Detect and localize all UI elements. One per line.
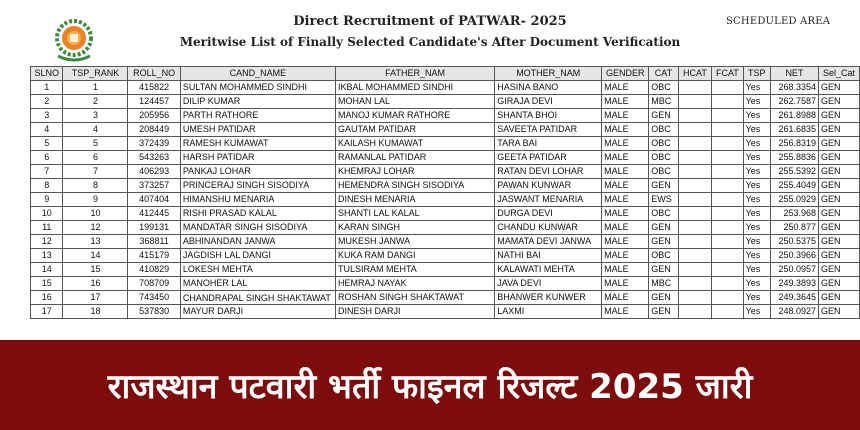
table-row [31,95,860,109]
cell-sel-cat: GEN [819,221,860,235]
cell-mother-name: JAVA DEVI [495,277,602,291]
cell-roll-no: 708709 [128,277,180,291]
cell-roll-no: 537830 [128,305,180,319]
cell-roll-no: 373257 [128,179,180,193]
cell-cat: GEN [649,263,678,277]
cell-cand-name: MANOHER LAL [180,277,335,291]
cell-cat: OBC [649,123,678,137]
cell-slno: 14 [31,263,63,277]
cell-father-name: TULSIRAM MEHTA [335,263,494,277]
cell-cand-name: MANDATAR SINGH SISODIYA [180,221,335,235]
cell-slno: 6 [31,151,63,165]
cell-cand-name: RISHI PRASAD KALAL [180,207,335,221]
cell-slno: 17 [31,305,63,319]
cell-cat: GEN [649,179,678,193]
cell-cat: OBC [649,81,678,95]
cell-hcat [678,235,712,249]
cell-fcat [712,193,743,207]
cell-slno: 13 [31,249,63,263]
cell-cand-name: PARTH RATHORE [180,109,335,123]
cell-roll-no: 415822 [128,81,180,95]
table-row [31,249,860,263]
column-header-mother-name: MOTHER_NAM [495,67,602,81]
cell-sel-cat: GEN [819,165,860,179]
table-row [31,235,860,249]
cell-net: 255.5392 [770,165,818,179]
cell-slno: 2 [31,95,63,109]
cell-net: 250.0957 [770,263,818,277]
cell-tsp: Yes [743,179,770,193]
cell-tsp-rank: 9 [63,193,128,207]
cell-cat: GEN [649,291,678,305]
cell-tsp: Yes [743,81,770,95]
cell-cat: OBC [649,137,678,151]
cell-tsp-rank: 5 [63,137,128,151]
cell-tsp: Yes [743,249,770,263]
cell-cand-name: MAYUR DARJI [180,305,335,319]
cell-hcat [678,165,712,179]
cell-roll-no: 407404 [128,193,180,207]
cell-net: 262.7587 [770,95,818,109]
cell-fcat [712,137,743,151]
cell-hcat [678,305,712,319]
cell-fcat [712,277,743,291]
area-label: SCHEDULED AREA [726,16,831,27]
cell-slno: 9 [31,193,63,207]
cell-tsp-rank: 13 [63,235,128,249]
cell-tsp: Yes [743,123,770,137]
cell-slno: 11 [31,221,63,235]
cell-sel-cat: GEN [819,179,860,193]
cell-father-name: HEMENDRA SINGH SISODIYA [335,179,494,193]
cell-roll-no: 124457 [128,95,180,109]
table-row [31,193,860,207]
cell-fcat [712,95,743,109]
cell-hcat [678,179,712,193]
table-row [31,109,860,123]
cell-tsp-rank: 18 [63,305,128,319]
cell-tsp: Yes [743,207,770,221]
cell-gender: MALE [602,263,649,277]
cell-slno: 10 [31,207,63,221]
cell-cand-name: HARSH PATIDAR [180,151,335,165]
cell-fcat [712,123,743,137]
cell-net: 255.4049 [770,179,818,193]
cell-cand-name: SULTAN MOHAMMED SINDHI [180,81,335,95]
cell-tsp: Yes [743,109,770,123]
cell-tsp: Yes [743,263,770,277]
cell-gender: MALE [602,291,649,305]
cell-sel-cat: GEN [819,291,860,305]
cell-father-name: RAMANLAL PATIDAR [335,151,494,165]
table-row [31,277,860,291]
cell-tsp: Yes [743,165,770,179]
column-header-cand-name: CAND_NAME [180,67,335,81]
table-row [31,305,860,319]
cell-net: 261.6835 [770,123,818,137]
cell-father-name: KARAN SINGH [335,221,494,235]
cell-cand-name: ABHINANDAN JANWA [180,235,335,249]
cell-tsp: Yes [743,235,770,249]
cell-net: 250.3966 [770,249,818,263]
cell-tsp: Yes [743,277,770,291]
cell-father-name: KUKA RAM DANGI [335,249,494,263]
table-row [31,291,860,305]
column-header-net: NET [770,67,818,81]
table-row [31,151,860,165]
cell-mother-name: GIRAJA DEVI [495,95,602,109]
cell-net: 249.3645 [770,291,818,305]
cell-tsp-rank: 6 [63,151,128,165]
cell-sel-cat: GEN [819,193,860,207]
cell-gender: MALE [602,151,649,165]
cell-fcat [712,235,743,249]
table-row [31,221,860,235]
cell-cat: GEN [649,235,678,249]
cell-slno: 7 [31,165,63,179]
table-row [31,165,860,179]
cell-gender: MALE [602,193,649,207]
cell-tsp-rank: 17 [63,291,128,305]
table-row [31,137,860,151]
document-title: Direct Recruitment of PATWAR- 2025 [293,14,567,29]
cell-cand-name: RAMESH KUMAWAT [180,137,335,151]
cell-net: 261.8988 [770,109,818,123]
column-header-gender: GENDER [602,67,649,81]
cell-net: 248.0927 [770,305,818,319]
cell-sel-cat: GEN [819,263,860,277]
cell-fcat [712,207,743,221]
cell-father-name: KHEMRAJ LOHAR [335,165,494,179]
cell-gender: MALE [602,235,649,249]
cell-gender: MALE [602,137,649,151]
cell-tsp-rank: 16 [63,277,128,291]
cell-hcat [678,277,712,291]
cell-net: 249.3893 [770,277,818,291]
cell-tsp: Yes [743,305,770,319]
cell-fcat [712,109,743,123]
cell-mother-name: TARA BAI [495,137,602,151]
cell-gender: MALE [602,249,649,263]
cell-cat: OBC [649,165,678,179]
cell-slno: 16 [31,291,63,305]
cell-hcat [678,109,712,123]
cell-roll-no: 208449 [128,123,180,137]
cell-slno: 4 [31,123,63,137]
cell-roll-no: 743450 [128,291,180,305]
cell-hcat [678,151,712,165]
column-header-tsp-rank: TSP_RANK [63,67,128,81]
column-header-cat: CAT [649,67,678,81]
cell-hcat [678,193,712,207]
cell-tsp: Yes [743,137,770,151]
cell-mother-name: JASWANT MENARIA [495,193,602,207]
cell-slno: 8 [31,179,63,193]
cell-tsp: Yes [743,95,770,109]
cell-tsp: Yes [743,151,770,165]
result-banner [0,340,860,430]
cell-hcat [678,249,712,263]
cell-father-name: HEMRAJ NAYAK [335,277,494,291]
cell-tsp-rank: 4 [63,123,128,137]
merit-list-table-container [30,66,860,340]
cell-fcat [712,81,743,95]
cell-gender: MALE [602,277,649,291]
cell-sel-cat: GEN [819,235,860,249]
cell-mother-name: PAWAN KUNWAR [495,179,602,193]
banner-headline: राजस्थान पटवारी भर्ती फाइनल रिजल्ट 2025 जारी [107,367,753,407]
table-row [31,207,860,221]
cell-fcat [712,221,743,235]
cell-father-name: ROSHAN SINGH SHAKTAWAT [335,291,494,305]
cell-sel-cat: GEN [819,95,860,109]
cell-slno: 15 [31,277,63,291]
cell-cat: OBC [649,207,678,221]
cell-hcat [678,291,712,305]
cell-hcat [678,123,712,137]
cell-cand-name: PRINCERAJ SINGH SISODIYA [180,179,335,193]
cell-net: 250.877 [770,221,818,235]
cell-mother-name: LAXMI [495,305,602,319]
cell-mother-name: MAMATA DEVI JANWA [495,235,602,249]
cell-father-name: MOHAN LAL [335,95,494,109]
cell-gender: MALE [602,81,649,95]
cell-net: 255.8836 [770,151,818,165]
cell-mother-name: GEETA PATIDAR [495,151,602,165]
cell-fcat [712,249,743,263]
cell-tsp: Yes [743,193,770,207]
cell-father-name: DINESH MENARIA [335,193,494,207]
cell-mother-name: DURGA DEVI [495,207,602,221]
cell-father-name: IKBAL MOHAMMED SINDHI [335,81,494,95]
cell-tsp-rank: 12 [63,221,128,235]
cell-tsp: Yes [743,291,770,305]
cell-cat: MBC [649,277,678,291]
cell-tsp-rank: 1 [63,81,128,95]
cell-hcat [678,137,712,151]
column-header-sel-cat: Sel_Cat [819,67,860,81]
cell-tsp-rank: 3 [63,109,128,123]
cell-fcat [712,263,743,277]
cell-net: 253.968 [770,207,818,221]
cell-cat: EWS [649,193,678,207]
cell-cand-name: UMESH PATIDAR [180,123,335,137]
cell-tsp-rank: 10 [63,207,128,221]
cell-roll-no: 372439 [128,137,180,151]
cell-roll-no: 205956 [128,109,180,123]
cell-cat: MBC [649,95,678,109]
cell-fcat [712,151,743,165]
cell-sel-cat: GEN [819,249,860,263]
cell-tsp-rank: 7 [63,165,128,179]
cell-sel-cat: GEN [819,109,860,123]
cell-mother-name: BHANWER KUNWER [495,291,602,305]
cell-net: 256.8319 [770,137,818,151]
cell-mother-name: RATAN DEVI LOHAR [495,165,602,179]
cell-fcat [712,165,743,179]
cell-sel-cat: GEN [819,277,860,291]
table-row [31,179,860,193]
cell-mother-name: KALAWATI MEHTA [495,263,602,277]
cell-sel-cat: GEN [819,81,860,95]
cell-slno: 1 [31,81,63,95]
cell-father-name: MUKESH JANWA [335,235,494,249]
cell-mother-name: CHANDU KUNWAR [495,221,602,235]
cell-cat: GEN [649,109,678,123]
column-header-roll-no: ROLL_NO [128,67,180,81]
cell-gender: MALE [602,221,649,235]
cell-sel-cat: GEN [819,207,860,221]
cell-tsp: Yes [743,221,770,235]
column-header-fcat: FCAT [712,67,743,81]
cell-gender: MALE [602,165,649,179]
column-header-father-name: FATHER_NAM [335,67,494,81]
cell-net: 250.5375 [770,235,818,249]
cell-mother-name: NATHI BAI [495,249,602,263]
table-row [31,123,860,137]
cell-cat: OBC [649,151,678,165]
cell-father-name: MANOJ KUMAR RATHORE [335,109,494,123]
cell-net: 255.0929 [770,193,818,207]
cell-father-name: DINESH DARJI [335,305,494,319]
cell-mother-name: SAVEETA PATIDAR [495,123,602,137]
cell-father-name: KAILASH KUMAWAT [335,137,494,151]
cell-gender: MALE [602,123,649,137]
cell-slno: 5 [31,137,63,151]
column-header-tsp: TSP [743,67,770,81]
cell-gender: MALE [602,305,649,319]
cell-tsp-rank: 2 [63,95,128,109]
cell-mother-name: SHANTA BHOI [495,109,602,123]
cell-slno: 3 [31,109,63,123]
cell-tsp-rank: 15 [63,263,128,277]
cell-gender: MALE [602,109,649,123]
cell-tsp-rank: 14 [63,249,128,263]
cell-father-name: GAUTAM PATIDAR [335,123,494,137]
cell-roll-no: 543263 [128,151,180,165]
cell-tsp-rank: 8 [63,179,128,193]
cell-hcat [678,221,712,235]
cell-roll-no: 415179 [128,249,180,263]
cell-cat: GEN [649,305,678,319]
cell-father-name: SHANTI LAL KALAL [335,207,494,221]
cell-cand-name: LOKESH MEHTA [180,263,335,277]
cell-gender: MALE [602,207,649,221]
merit-list-table [30,66,860,319]
cell-fcat [712,305,743,319]
cell-cand-name: JAGDISH LAL DANGI [180,249,335,263]
cell-roll-no: 368811 [128,235,180,249]
cell-roll-no: 199131 [128,221,180,235]
cell-mother-name: HASINA BANO [495,81,602,95]
cell-hcat [678,263,712,277]
cell-slno: 12 [31,235,63,249]
column-header-hcat: HCAT [678,67,712,81]
column-header-slno: SLNO [31,67,63,81]
cell-sel-cat: GEN [819,137,860,151]
cell-net: 268.3354 [770,81,818,95]
cell-hcat [678,95,712,109]
cell-cand-name: HIMANSHU MENARIA [180,193,335,207]
cell-cand-name: PANKAJ LOHAR [180,165,335,179]
cell-cand-name: DILIP KUMAR [180,95,335,109]
cell-cat: GEN [649,221,678,235]
cell-cand-name: CHANDRAPAL SINGH SHAKTAWAT [180,291,335,305]
table-row [31,81,860,95]
cell-fcat [712,179,743,193]
table-header-row [31,67,860,81]
cell-hcat [678,207,712,221]
cell-sel-cat: GEN [819,123,860,137]
cell-cat: OBC [649,249,678,263]
cell-gender: MALE [602,179,649,193]
document-subtitle: Meritwise List of Finally Selected Candidate's After Document Verification [179,35,681,49]
cell-fcat [712,291,743,305]
cell-sel-cat: GEN [819,151,860,165]
cell-hcat [678,81,712,95]
cell-roll-no: 412445 [128,207,180,221]
cell-gender: MALE [602,95,649,109]
table-row [31,263,860,277]
cell-sel-cat: GEN [819,305,860,319]
cell-roll-no: 410829 [128,263,180,277]
cell-roll-no: 406293 [128,165,180,179]
